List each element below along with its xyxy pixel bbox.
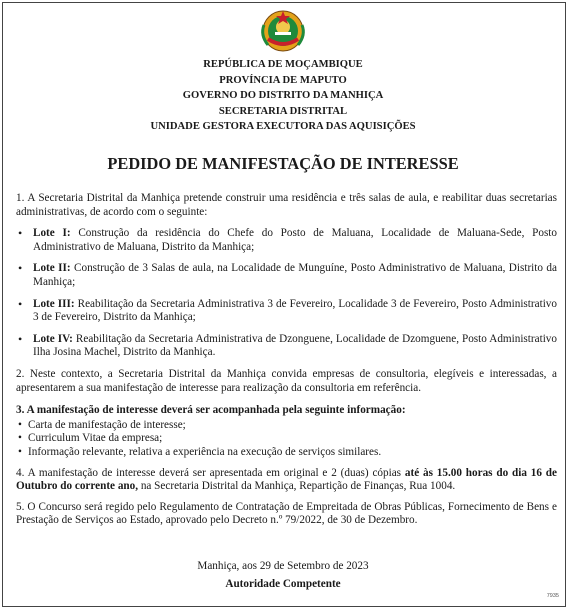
list-item: • Curriculum Vitae da empresa; <box>16 432 557 446</box>
paragraph-intro: 1. A Secretaria Distrital da Manhiça pretende construir uma residência e três salas de aula, e reabilitar duas secretarias administrativas, de acordo com o seguinte: <box>16 192 557 218</box>
requirements-heading: 3. A manifestação de interesse deverá ser acompanhada pela seguinte informação: <box>16 404 406 417</box>
list-item <box>16 333 557 360</box>
lote-text: Reabilitação da Secretaria Administrativa de Dzonguene, Localidade de Dzomguene, Posto Administrativo Ilha Josina Machel, Distrito da Manhiça. <box>33 332 557 359</box>
header-line-unit: UNIDADE GESTORA EXECUTORA DAS AQUISIÇÕES <box>150 121 416 132</box>
document-body <box>16 192 557 528</box>
paragraph-regulation: 5. O Concurso será regido pelo Regulamento de Contratação de Empreitada de Obras Públicas, Fornecimento de Bens e Prestação de Serviços ao Estado, aprovado pelo Decreto n.º 79/2022, de 30 de Dezembro. <box>16 500 557 527</box>
reference-code: 7935 <box>546 593 559 599</box>
submission-deadline: até às 15.00 horas do dia 16 de Outubro do corrente ano, <box>16 466 557 493</box>
list-item: • Informação relevante, relativa a experiência na execução de serviços similares. <box>16 446 557 460</box>
mozambique-emblem-icon <box>258 5 308 55</box>
lote-label: Lote I: <box>33 227 71 240</box>
header-line-secretariat: SECRETARIA DISTRITAL <box>218 105 348 117</box>
place-date: Manhiça, aos 29 de Setembro de 2023 <box>197 560 369 572</box>
lotes-list <box>16 227 557 360</box>
lote-text: Reabilitação da Secretaria Administrativa 3 de Fevereiro, Localidade 3 de Fevereiro, Posto Administrativo 3 de Fevereiro, Distrito da Manhiça; <box>33 297 557 324</box>
lote-label: Lote II: <box>33 262 71 275</box>
list-item <box>16 298 557 325</box>
lote-text: Construção de 3 Salas de aula, na Localidade de Munguíne, Posto Administrativo de Maluana, Distrito da Manhiça; <box>33 262 557 288</box>
lote-label: Lote III: <box>33 297 75 310</box>
lote-text: Construção da residência do Chefe do Posto de Maluana, Localidade de Maluana-Sede, Posto Administrativo de Maluana, Distrito da Manhiça; <box>33 227 558 253</box>
document-title: PEDIDO DE MANIFESTAÇÃO DE INTERESSE <box>107 154 459 173</box>
header-line-country: REPÚBLICA DE MOÇAMBIQUE <box>203 59 363 70</box>
submission-text-a: 4. A manifestação de interesse deverá ser apresentada em original e 2 (duas) cópias <box>16 466 405 479</box>
paragraph-requirements <box>16 404 557 418</box>
document-footer <box>0 557 566 593</box>
list-item <box>16 227 557 254</box>
document-header <box>0 57 566 135</box>
lote-label: Lote IV: <box>33 332 73 345</box>
header-line-province: PROVÍNCIA DE MAPUTO <box>219 74 347 86</box>
list-item: • Carta de manifestação de interesse; <box>16 419 557 433</box>
paragraph-submission <box>16 467 557 494</box>
signature-authority: Autoridade Competente <box>225 578 341 590</box>
paragraph-invitation: 2. Neste contexto, a Secretaria Distrital da Manhiça convida empresas de consultoria, elegíveis e interessadas, a apresentarem a sua manifestação de interesse para realização da consultoria em referência. <box>16 367 557 394</box>
documents-list <box>16 419 557 460</box>
list-item <box>16 262 557 289</box>
header-line-government: GOVERNO DO DISTRITO DA MANHIÇA <box>182 90 384 101</box>
submission-text-c: na Secretaria Distrital da Manhiça, Repartição de Finanças, Rua 1004. <box>138 480 456 493</box>
